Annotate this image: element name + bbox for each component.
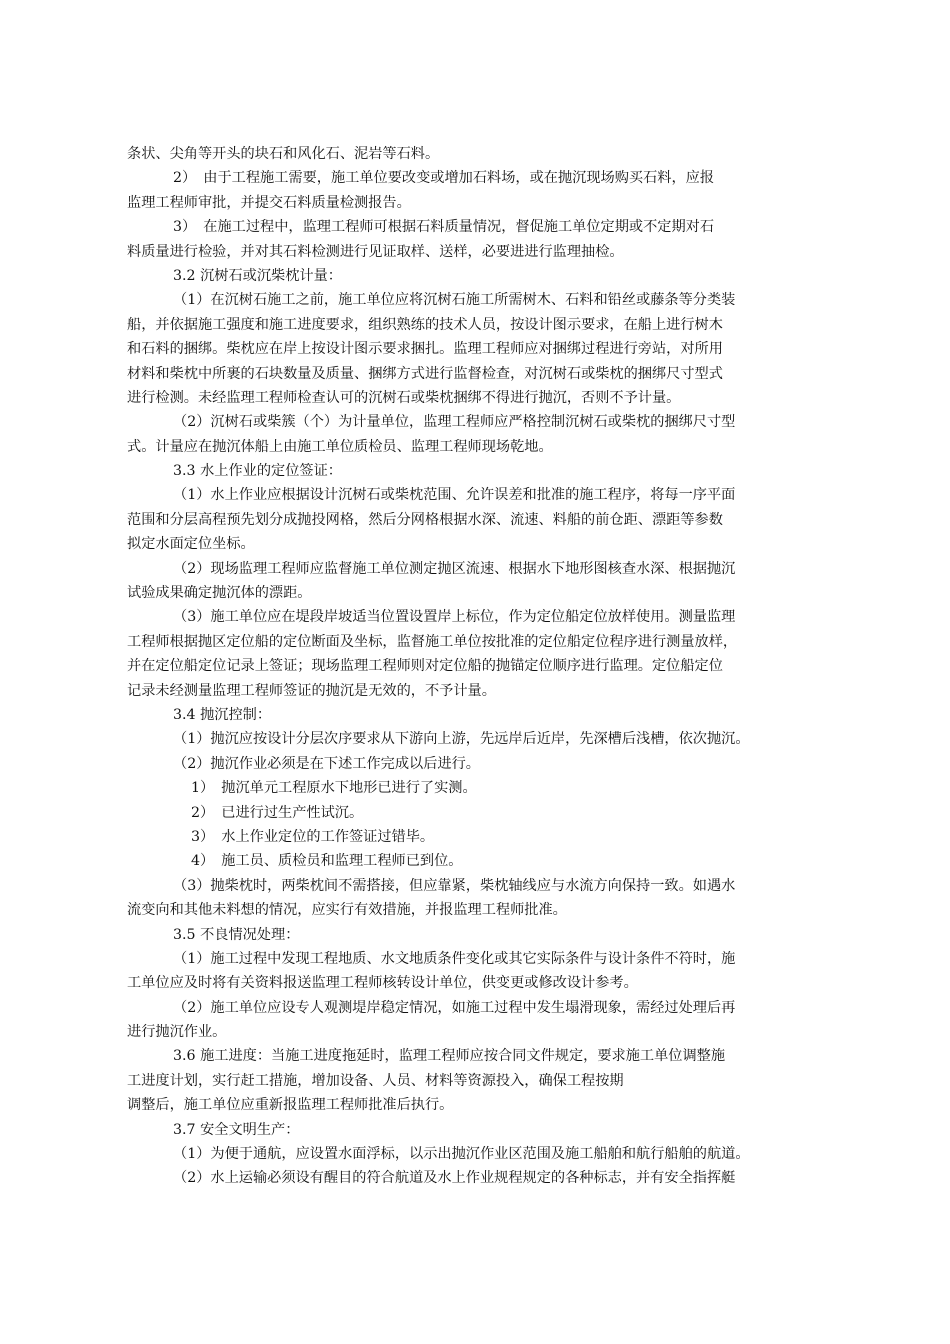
text-line: 记录未经测量监理工程师签证的抛沉是无效的，不予计量。 <box>127 682 496 699</box>
text-line: （2）抛沉作业必须是在下述工作完成以后进行。 <box>173 755 480 772</box>
section-heading: 3.3 水上作业的定位签证： <box>173 463 342 480</box>
text-line: （1）在沉树石施工之前，施工单位应将沉树石施工所需树木、石料和铅丝或藤条等分类装 <box>173 292 736 309</box>
text-line: （3）施工单位应在堤段岸坡适当位置设置岸上标位，作为定位船定位放样使用。测量监理 <box>173 609 736 626</box>
list-item: 1） 抛沉单元工程原水下地形已进行了实测。 <box>191 780 477 797</box>
text-line: 材料和柴枕中所裹的石块数量及质量、捆绑方式进行监督检查，对沉树石或柴枕的捆绑尺寸型式 <box>127 365 723 382</box>
text-line: 监理工程师审批，并提交石料质量检测报告。 <box>127 194 411 211</box>
text-line: 流变向和其他未料想的情况，应实行有效措施，并报监理工程师批准。 <box>127 902 567 919</box>
text-line: 工单位应及时将有关资料报送监理工程师核转设计单位，供变更或修改设计参考。 <box>127 975 638 992</box>
section-heading: 3.7 安全文明生产： <box>173 1121 300 1138</box>
text-line: 料质量进行检验，并对其石料检测进行见证取样、送样，必要进进行监理抽检。 <box>127 243 624 260</box>
text-line: 条状、尖角等开头的块石和风化石、泥岩等石料。 <box>127 146 440 162</box>
list-item: 3） 水上作业定位的工作签证过错毕。 <box>191 828 435 845</box>
text-line: 进行检测。未经监理工程师检查认可的沉树石或柴枕捆绑不得进行抛沉，否则不予计量。 <box>127 389 681 406</box>
text-line: 范围和分层高程预先划分成抛投网格，然后分网格根据水深、流速、料船的前仓距、漂距等参数 <box>127 511 723 528</box>
text-line: 和石料的捆绑。柴枕应在岸上按设计图示要求捆扎。监理工程师应对捆绑过程进行旁站，对所用 <box>127 341 723 358</box>
text-line: （2）现场监理工程师应监督施工单位测定抛区流速、根据水下地形图核查水深、根据抛沉 <box>173 560 736 577</box>
text-line: 工进度计划，实行赶工措施，增加设备、人员、材料等资源投入，确保工程按期 <box>127 1072 624 1089</box>
text-line: （1）水上作业应根据设计沉树石或柴枕范围、允许误差和批准的施工程序，将每一序平面 <box>173 487 736 504</box>
section-heading: 3.5 不良情况处理： <box>173 926 300 943</box>
text-line: 2） 由于工程施工需要，施工单位要改变或增加石料场，或在抛沉现场购买石料，应报 <box>173 170 715 187</box>
text-line: 并在定位船定位记录上签证；现场监理工程师则对定位船的抛锚定位顺序进行监理。定位船定位 <box>127 658 723 675</box>
text-line: 3.6 施工进度：当施工进度拖延时，监理工程师应按合同文件规定，要求施工单位调整施 <box>173 1048 726 1065</box>
text-line: （2）沉树石或柴簇（个）为计量单位，监理工程师应严格控制沉树石或柴枕的捆绑尺寸型 <box>173 414 736 431</box>
text-line: 试验成果确定抛沉体的漂距。 <box>127 585 312 602</box>
text-line: 拟定水面定位坐标。 <box>127 536 255 553</box>
text-line: （2）水上运输必须设有醒目的符合航道及水上作业规程规定的各种标志，并有安全指挥艇 <box>173 1170 736 1187</box>
section-heading: 3.4 抛沉控制： <box>173 706 272 723</box>
list-item: 4） 施工员、质检员和监理工程师已到位。 <box>191 853 463 870</box>
section-heading: 3.2 沉树石或沉柴枕计量： <box>173 267 342 284</box>
document-body <box>127 142 839 1191</box>
text-line: （1）抛沉应按设计分层次序要求从下游向上游，先远岸后近岸，先深槽后浅槽，依次抛沉。 <box>173 731 750 748</box>
text-line: 式。计量应在抛沉体船上由施工单位质检员、监理工程师现场乾地。 <box>127 438 553 455</box>
text-line: 调整后，施工单位应重新报监理工程师批准后执行。 <box>127 1097 454 1114</box>
text-line: 船，并依据施工强度和施工进度要求，组织熟练的技术人员，按设计图示要求，在船上进行树木 <box>127 316 723 333</box>
text-line: （3）抛柴枕时，两柴枕间不需搭接，但应靠紧，柴枕轴线应与水流方向保持一致。如遇水 <box>173 877 736 894</box>
text-line: （1）施工过程中发现工程地质、水文地质条件变化或其它实际条件与设计条件不符时，施 <box>173 950 736 967</box>
text-line: （1）为便于通航，应设置水面浮标，以示出抛沉作业区范围及施工船舶和航行船舶的航道。 <box>173 1146 750 1163</box>
text-line: （2）施工单位应设专人观测堤岸稳定情况，如施工过程中发生塌滑现象，需经过处理后再 <box>173 999 736 1016</box>
text-line: 工程师根据抛区定位船的定位断面及坐标，监督施工单位按批准的定位船定位程序进行测量放样， <box>127 633 738 650</box>
list-item: 2） 已进行过生产性试沉。 <box>191 804 364 821</box>
text-line: 进行抛沉作业。 <box>127 1024 227 1041</box>
text-line: 3） 在施工过程中，监理工程师可根据石料质量情况，督促施工单位定期或不定期对石 <box>173 219 715 236</box>
